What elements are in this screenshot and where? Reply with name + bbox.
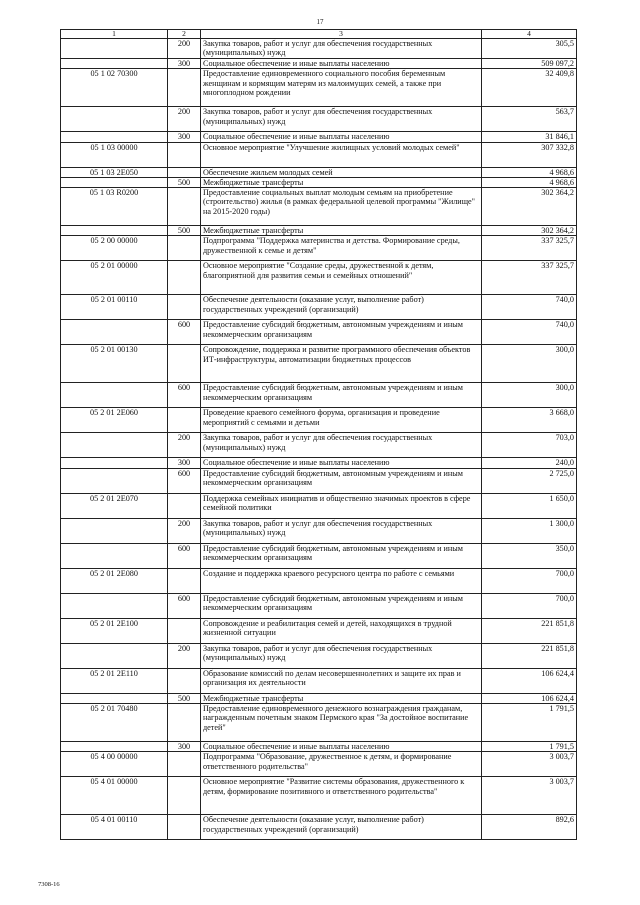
description-cell: Социальное обеспечение и иные выплаты населению bbox=[201, 458, 482, 468]
table-row bbox=[61, 177, 577, 187]
amount-cell: 302 364,2 bbox=[482, 226, 577, 236]
expense-type-cell bbox=[168, 295, 201, 320]
amount-cell: 1 300,0 bbox=[482, 518, 577, 543]
description-cell: Создание и поддержка краевого ресурсного центра по работе с семьями bbox=[201, 568, 482, 593]
column-header-code: 1 bbox=[61, 30, 168, 39]
description-cell: Основное мероприятие "Создание среды, дружественной к детям, благоприятной для развития семьи и семейных отношений" bbox=[201, 261, 482, 295]
table-row bbox=[61, 468, 577, 493]
target-code-cell: 05 2 01 2Е080 bbox=[61, 568, 168, 593]
page-number: 17 bbox=[316, 18, 324, 26]
expense-type-cell bbox=[168, 261, 201, 295]
expense-type-cell bbox=[168, 777, 201, 815]
description-cell: Основное мероприятие "Улучшение жилищных условий молодых семей" bbox=[201, 142, 482, 167]
target-code-cell: 05 2 01 00000 bbox=[61, 261, 168, 295]
target-code-cell: 05 2 01 70480 bbox=[61, 704, 168, 742]
expense-type-cell: 500 bbox=[168, 177, 201, 187]
target-code-cell bbox=[61, 226, 168, 236]
amount-cell: 3 003,7 bbox=[482, 752, 577, 777]
table-row bbox=[61, 668, 577, 693]
target-code-cell bbox=[61, 643, 168, 668]
target-code-cell: 05 4 01 00110 bbox=[61, 815, 168, 840]
description-cell: Предоставление субсидий бюджетным, автономным учреждениям и иным некоммерческим организациям bbox=[201, 593, 482, 618]
expense-type-cell bbox=[168, 167, 201, 177]
target-code-cell bbox=[61, 59, 168, 69]
description-cell: Социальное обеспечение и иные выплаты населению bbox=[201, 132, 482, 142]
table-row bbox=[61, 295, 577, 320]
target-code-cell bbox=[61, 693, 168, 703]
target-code-cell bbox=[61, 742, 168, 752]
expense-type-cell bbox=[168, 618, 201, 643]
amount-cell: 106 624,4 bbox=[482, 693, 577, 703]
amount-cell: 337 325,7 bbox=[482, 236, 577, 261]
target-code-cell: 05 2 01 2Е100 bbox=[61, 618, 168, 643]
target-code-cell bbox=[61, 320, 168, 345]
description-cell: Подпрограмма "Образование, дружественное к детям, и формирование ответственного родительства" bbox=[201, 752, 482, 777]
amount-cell: 106 624,4 bbox=[482, 668, 577, 693]
target-code-cell: 05 2 00 00000 bbox=[61, 236, 168, 261]
amount-cell: 1 791,5 bbox=[482, 704, 577, 742]
amount-cell: 300,0 bbox=[482, 345, 577, 383]
table-row bbox=[61, 188, 577, 226]
table-row bbox=[61, 543, 577, 568]
table-row bbox=[61, 742, 577, 752]
target-code-cell: 05 2 01 2Е110 bbox=[61, 668, 168, 693]
amount-cell: 740,0 bbox=[482, 295, 577, 320]
amount-cell: 509 097,2 bbox=[482, 59, 577, 69]
description-cell: Основное мероприятие "Развитие системы образования, дружественного к детям, формирование позитивного и ответственного родительства" bbox=[201, 777, 482, 815]
description-cell: Предоставление единовременного социального пособия беременным женщинам и кормящим матерям из малоимущих семей, а также при многоплодном рождении bbox=[201, 69, 482, 107]
expense-type-cell: 200 bbox=[168, 518, 201, 543]
table-row bbox=[61, 383, 577, 408]
amount-cell: 4 968,6 bbox=[482, 177, 577, 187]
amount-cell: 2 725,0 bbox=[482, 468, 577, 493]
table-body bbox=[61, 39, 577, 840]
target-code-cell bbox=[61, 518, 168, 543]
description-cell: Поддержка семейных инициатив и общественно значимых проектов в сфере семейной политики bbox=[201, 493, 482, 518]
expense-type-cell bbox=[168, 236, 201, 261]
table-row bbox=[61, 107, 577, 132]
table-row bbox=[61, 142, 577, 167]
target-code-cell: 05 2 01 2Е070 bbox=[61, 493, 168, 518]
expense-type-cell bbox=[168, 345, 201, 383]
table-row bbox=[61, 704, 577, 742]
description-cell: Закупка товаров, работ и услуг для обеспечения государственных (муниципальных) нужд bbox=[201, 107, 482, 132]
table-row bbox=[61, 167, 577, 177]
amount-cell: 4 968,6 bbox=[482, 167, 577, 177]
description-cell: Обеспечение деятельности (оказание услуг, выполнение работ) государственных учреждений (организаций) bbox=[201, 815, 482, 840]
table-row bbox=[61, 408, 577, 433]
expense-type-cell bbox=[168, 69, 201, 107]
amount-cell: 892,6 bbox=[482, 815, 577, 840]
description-cell: Социальное обеспечение и иные выплаты населению bbox=[201, 59, 482, 69]
amount-cell: 3 003,7 bbox=[482, 777, 577, 815]
target-code-cell: 05 2 01 00130 bbox=[61, 345, 168, 383]
footer-code: 7308-16 bbox=[38, 881, 60, 888]
expense-type-cell: 200 bbox=[168, 107, 201, 132]
table-row bbox=[61, 236, 577, 261]
target-code-cell: 05 4 01 00000 bbox=[61, 777, 168, 815]
expense-type-cell: 300 bbox=[168, 742, 201, 752]
description-cell: Закупка товаров, работ и услуг для обеспечения государственных (муниципальных) нужд bbox=[201, 39, 482, 59]
description-cell: Обеспечение деятельности (оказание услуг, выполнение работ) государственных учреждений (организаций) bbox=[201, 295, 482, 320]
expense-type-cell bbox=[168, 188, 201, 226]
target-code-cell: 05 2 01 00110 bbox=[61, 295, 168, 320]
expense-type-cell: 500 bbox=[168, 693, 201, 703]
description-cell: Образование комиссий по делам несовершеннолетних и защите их прав и организация их деятельности bbox=[201, 668, 482, 693]
description-cell: Предоставление социальных выплат молодым семьям на приобретение (строительство) жилья (в рамках федеральной целевой программы "Жилище" на 2015-2020 годы) bbox=[201, 188, 482, 226]
description-cell: Закупка товаров, работ и услуг для обеспечения государственных (муниципальных) нужд bbox=[201, 643, 482, 668]
description-cell: Предоставление субсидий бюджетным, автономным учреждениям и иным некоммерческим организациям bbox=[201, 543, 482, 568]
table-row bbox=[61, 226, 577, 236]
target-code-cell: 05 2 01 2Е060 bbox=[61, 408, 168, 433]
amount-cell: 700,0 bbox=[482, 568, 577, 593]
table-row bbox=[61, 132, 577, 142]
table-row bbox=[61, 493, 577, 518]
amount-cell: 1 791,5 bbox=[482, 742, 577, 752]
table-row bbox=[61, 568, 577, 593]
column-header-amount: 4 bbox=[482, 30, 577, 39]
table-row bbox=[61, 752, 577, 777]
target-code-cell: 05 1 02 70300 bbox=[61, 69, 168, 107]
description-cell: Межбюджетные трансферты bbox=[201, 226, 482, 236]
table-row bbox=[61, 777, 577, 815]
amount-cell: 350,0 bbox=[482, 543, 577, 568]
amount-cell: 337 325,7 bbox=[482, 261, 577, 295]
expense-type-cell: 600 bbox=[168, 593, 201, 618]
target-code-cell bbox=[61, 39, 168, 59]
amount-cell: 240,0 bbox=[482, 458, 577, 468]
target-code-cell bbox=[61, 468, 168, 493]
description-cell: Сопровождение и реабилитация семей и детей, находящихся в трудной жизненной ситуации bbox=[201, 618, 482, 643]
amount-cell: 700,0 bbox=[482, 593, 577, 618]
description-cell: Предоставление единовременного денежного вознаграждения гражданам, награжденным почетным знаком Пермского края "За достойное воспитание детей" bbox=[201, 704, 482, 742]
table-row bbox=[61, 320, 577, 345]
target-code-cell: 05 1 03 00000 bbox=[61, 142, 168, 167]
amount-cell: 307 332,8 bbox=[482, 142, 577, 167]
amount-cell: 305,5 bbox=[482, 39, 577, 59]
expense-type-cell bbox=[168, 142, 201, 167]
amount-cell: 221 851,8 bbox=[482, 618, 577, 643]
table-row bbox=[61, 593, 577, 618]
target-code-cell bbox=[61, 107, 168, 132]
target-code-cell bbox=[61, 543, 168, 568]
table-row bbox=[61, 69, 577, 107]
expense-type-cell: 200 bbox=[168, 433, 201, 458]
expense-type-cell bbox=[168, 668, 201, 693]
description-cell: Межбюджетные трансферты bbox=[201, 177, 482, 187]
expense-type-cell: 600 bbox=[168, 383, 201, 408]
expense-type-cell bbox=[168, 493, 201, 518]
description-cell: Подпрограмма "Поддержка материнства и детства. Формирование среды, дружественной к семье и детям" bbox=[201, 236, 482, 261]
amount-cell: 3 668,0 bbox=[482, 408, 577, 433]
target-code-cell: 05 1 03 R0200 bbox=[61, 188, 168, 226]
table-row bbox=[61, 261, 577, 295]
expense-type-cell: 300 bbox=[168, 59, 201, 69]
expense-type-cell: 600 bbox=[168, 468, 201, 493]
table-row bbox=[61, 643, 577, 668]
expense-type-cell: 600 bbox=[168, 543, 201, 568]
description-cell: Проведение краевого семейного форума, организация и проведение мероприятий с семьями и детьми bbox=[201, 408, 482, 433]
description-cell: Предоставление субсидий бюджетным, автономным учреждениям и иным некоммерческим организациям bbox=[201, 468, 482, 493]
budget-table bbox=[60, 29, 577, 840]
amount-cell: 31 846,1 bbox=[482, 132, 577, 142]
table-row bbox=[61, 433, 577, 458]
description-cell: Предоставление субсидий бюджетным, автономным учреждениям и иным некоммерческим организациям bbox=[201, 320, 482, 345]
expense-type-cell: 600 bbox=[168, 320, 201, 345]
expense-type-cell bbox=[168, 752, 201, 777]
expense-type-cell bbox=[168, 408, 201, 433]
description-cell: Социальное обеспечение и иные выплаты населению bbox=[201, 742, 482, 752]
target-code-cell bbox=[61, 458, 168, 468]
expense-type-cell: 200 bbox=[168, 643, 201, 668]
description-cell: Обеспечение жильем молодых семей bbox=[201, 167, 482, 177]
amount-cell: 32 409,8 bbox=[482, 69, 577, 107]
target-code-cell bbox=[61, 132, 168, 142]
target-code-cell bbox=[61, 383, 168, 408]
target-code-cell bbox=[61, 593, 168, 618]
amount-cell: 221 851,8 bbox=[482, 643, 577, 668]
amount-cell: 563,7 bbox=[482, 107, 577, 132]
table-header-row bbox=[61, 30, 577, 39]
column-header-type: 2 bbox=[168, 30, 201, 39]
target-code-cell bbox=[61, 433, 168, 458]
target-code-cell: 05 1 03 2Е050 bbox=[61, 167, 168, 177]
description-cell: Закупка товаров, работ и услуг для обеспечения государственных (муниципальных) нужд bbox=[201, 433, 482, 458]
amount-cell: 1 650,0 bbox=[482, 493, 577, 518]
table-row bbox=[61, 59, 577, 69]
amount-cell: 302 364,2 bbox=[482, 188, 577, 226]
description-cell: Межбюджетные трансферты bbox=[201, 693, 482, 703]
description-cell: Закупка товаров, работ и услуг для обеспечения государственных (муниципальных) нужд bbox=[201, 518, 482, 543]
expense-type-cell: 300 bbox=[168, 458, 201, 468]
expense-type-cell bbox=[168, 704, 201, 742]
amount-cell: 740,0 bbox=[482, 320, 577, 345]
expense-type-cell: 500 bbox=[168, 226, 201, 236]
table-row bbox=[61, 693, 577, 703]
description-cell: Сопровождение, поддержка и развитие программного обеспечения объектов ИТ-инфраструктуры, автоматизации бюджетных процессов bbox=[201, 345, 482, 383]
table-row bbox=[61, 345, 577, 383]
expense-type-cell: 300 bbox=[168, 132, 201, 142]
amount-cell: 703,0 bbox=[482, 433, 577, 458]
expense-type-cell bbox=[168, 568, 201, 593]
table-row bbox=[61, 458, 577, 468]
expense-type-cell bbox=[168, 815, 201, 840]
table-row bbox=[61, 618, 577, 643]
table-row bbox=[61, 39, 577, 59]
table-row bbox=[61, 518, 577, 543]
table-row bbox=[61, 815, 577, 840]
target-code-cell bbox=[61, 177, 168, 187]
target-code-cell: 05 4 00 00000 bbox=[61, 752, 168, 777]
description-cell: Предоставление субсидий бюджетным, автономным учреждениям и иным некоммерческим организациям bbox=[201, 383, 482, 408]
expense-type-cell: 200 bbox=[168, 39, 201, 59]
amount-cell: 300,0 bbox=[482, 383, 577, 408]
column-header-description: 3 bbox=[201, 30, 482, 39]
